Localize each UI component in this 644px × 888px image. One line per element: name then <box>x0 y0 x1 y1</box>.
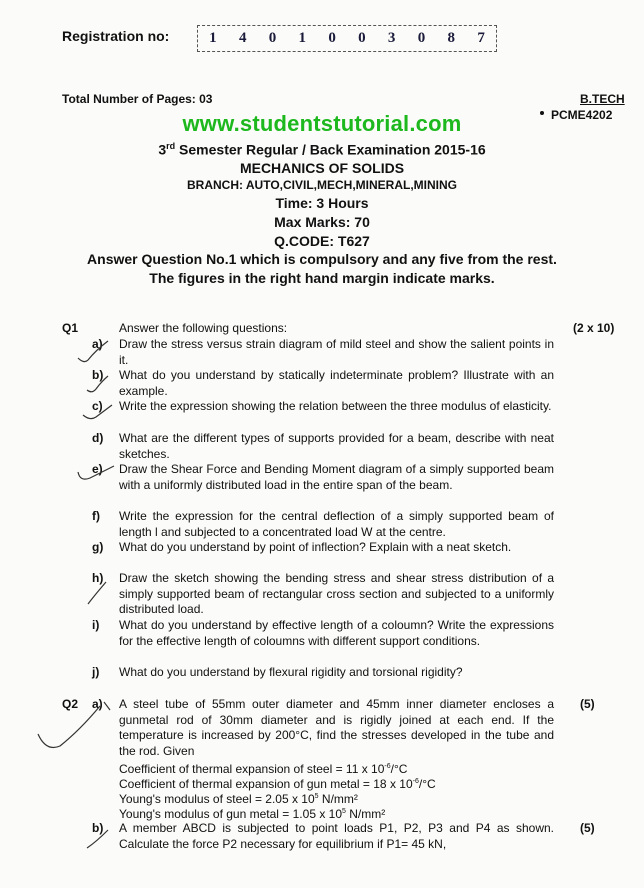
time-line: Time: 3 Hours <box>275 195 369 211</box>
q1-item-b <box>92 368 554 399</box>
item-text: Draw the stress versus strain diagram of mild steel and show the salient points in it. <box>119 337 554 367</box>
q1-item-h <box>92 571 554 618</box>
reg-digit: 0 <box>358 30 366 46</box>
instruction-compulsory: Answer Question No.1 which is compulsory and any five from the rest. <box>87 251 557 267</box>
semester-suffix: rd <box>166 141 176 151</box>
item-letter: i) <box>92 618 100 632</box>
reg-digit: 0 <box>328 30 336 46</box>
q1-item-d <box>92 431 554 462</box>
given-unit: /°C <box>418 777 436 791</box>
pencil-tick-icon <box>74 460 118 486</box>
q2-item-a <box>92 697 554 759</box>
given-exponent: 5 <box>342 808 346 815</box>
course-code: PCME4202 <box>551 108 613 122</box>
reg-digit: 0 <box>417 30 426 46</box>
registration-number-box <box>197 25 497 52</box>
q2-item-b <box>92 821 554 852</box>
item-letter: d) <box>92 431 104 445</box>
given-text: Coefficient of thermal expansion of gun metal = 18 x 10 <box>119 777 413 791</box>
item-text: A member ABCD is subjected to point loads P1, P2, P3 and P4 as shown. Calculate the force P2 necessary for equilibrium if P1= 45 kN, <box>119 821 554 851</box>
q2-label: Q2 <box>62 697 79 711</box>
reg-digit: 4 <box>238 30 247 46</box>
item-text: Write the expression for the central deflection of a simply supported beam of length l and subjected to a concentrated load W at the centre. <box>119 509 554 539</box>
semester-number: 3 <box>158 141 167 158</box>
item-text: What do you understand by statically indeterminate problem? Illustrate with an example. <box>119 368 554 398</box>
q1-intro: Answer the following questions: <box>119 321 288 335</box>
reg-digit: 1 <box>298 30 307 46</box>
q1-item-g <box>92 540 554 556</box>
reg-digit: 0 <box>268 30 277 46</box>
total-pages: Total Number of Pages: 03 <box>62 92 213 106</box>
q1-item-e <box>92 462 554 493</box>
reg-digit: 3 <box>387 30 396 46</box>
item-text: Draw the Shear Force and Bending Moment diagram of a simply supported beam with a uniformly distributed load in the entire span of the beam. <box>119 462 554 492</box>
pencil-tick-icon <box>84 826 114 852</box>
q1-item-f <box>92 509 554 540</box>
item-text: What do you understand by effective length of a coloumn? Write the expressions for the effective length of coloumns with different support conditions. <box>119 618 554 648</box>
watermark-url: www.studentstutorial.com <box>182 111 462 136</box>
q1-item-c <box>92 399 554 415</box>
item-letter: b) <box>92 821 104 835</box>
given-unit: N/mm² <box>345 807 386 821</box>
reg-digit: 1 <box>209 30 217 46</box>
registration-label: Registration no: <box>62 28 170 44</box>
q1-label: Q1 <box>62 321 79 335</box>
item-text: What are the different types of supports provided for a beam, describe with neat sketches. <box>119 431 554 461</box>
given-exponent: -6 <box>412 778 419 785</box>
item-text: What do you understand by flexural rigidity and torsional rigidity? <box>119 665 463 679</box>
max-marks-line: Max Marks: 70 <box>274 214 370 230</box>
q1-item-i <box>92 618 554 649</box>
given-unit: N/mm² <box>318 792 358 806</box>
item-text: What do you understand by point of inflection? Explain with a neat sketch. <box>119 540 512 554</box>
pencil-tick-icon <box>80 401 116 425</box>
item-letter: a) <box>92 337 103 351</box>
item-letter: g) <box>92 540 104 554</box>
item-letter: j) <box>92 665 100 679</box>
item-letter: e) <box>92 462 103 476</box>
item-letter: b) <box>92 368 104 382</box>
q1-marks: (2 x 10) <box>573 321 615 335</box>
branch-line: BRANCH: AUTO,CIVIL,MECH,MINERAL,MINING <box>187 178 457 192</box>
given-text: Young's modulus of steel = 2.05 x 10 <box>119 792 315 806</box>
given-line <box>119 804 385 822</box>
q2a-marks: (5) <box>580 697 595 711</box>
item-letter: c) <box>92 399 103 413</box>
item-letter: h) <box>92 571 104 585</box>
instruction-marks: The figures in the right hand margin indicate marks. <box>149 270 495 286</box>
q2b-marks: (5) <box>580 821 595 835</box>
pencil-tick-icon <box>84 578 112 608</box>
given-exponent: 5 <box>314 793 319 800</box>
program-label: B.TECH <box>580 92 625 106</box>
item-text: Draw the sketch showing the bending stress and shear stress distribution of a simply supported beam of rectangular cross section and subjected to a uniformly distributed load. <box>119 571 554 616</box>
semester-text: Semester Regular / Back Examination 2015-16 <box>175 141 486 158</box>
semester-title <box>0 141 644 158</box>
question-code: Q.CODE: T627 <box>274 233 370 249</box>
item-text: Write the expression showing the relation between the three modulus of elasticity. <box>119 399 552 413</box>
reg-digit: 8 <box>447 30 456 46</box>
pencil-tick-icon <box>34 700 114 756</box>
q1-item-a <box>92 337 554 368</box>
item-text: A steel tube of 55mm outer diameter and 45mm inner diameter encloses a gunmetal rod of 30mm diameter and is rigidly joined at each end. If the temperature is increased by 200°C, find the stresses developed in the tube and the rod. Given <box>119 697 554 758</box>
given-text: Coefficient of thermal expansion of steel = 11 x 10 <box>119 762 385 776</box>
item-letter: f) <box>92 509 100 523</box>
pencil-tick-icon <box>84 372 114 396</box>
pencil-tick-icon <box>74 338 114 366</box>
subject-title: MECHANICS OF SOLIDS <box>239 160 405 176</box>
given-text: Young's modulus of gun metal = 1.05 x 10 <box>119 807 343 821</box>
given-exponent: -6 <box>384 763 391 770</box>
given-unit: /°C <box>390 762 408 776</box>
q1-item-j <box>92 665 554 681</box>
reg-digit: 7 <box>477 30 485 46</box>
item-letter: a) <box>92 697 103 711</box>
